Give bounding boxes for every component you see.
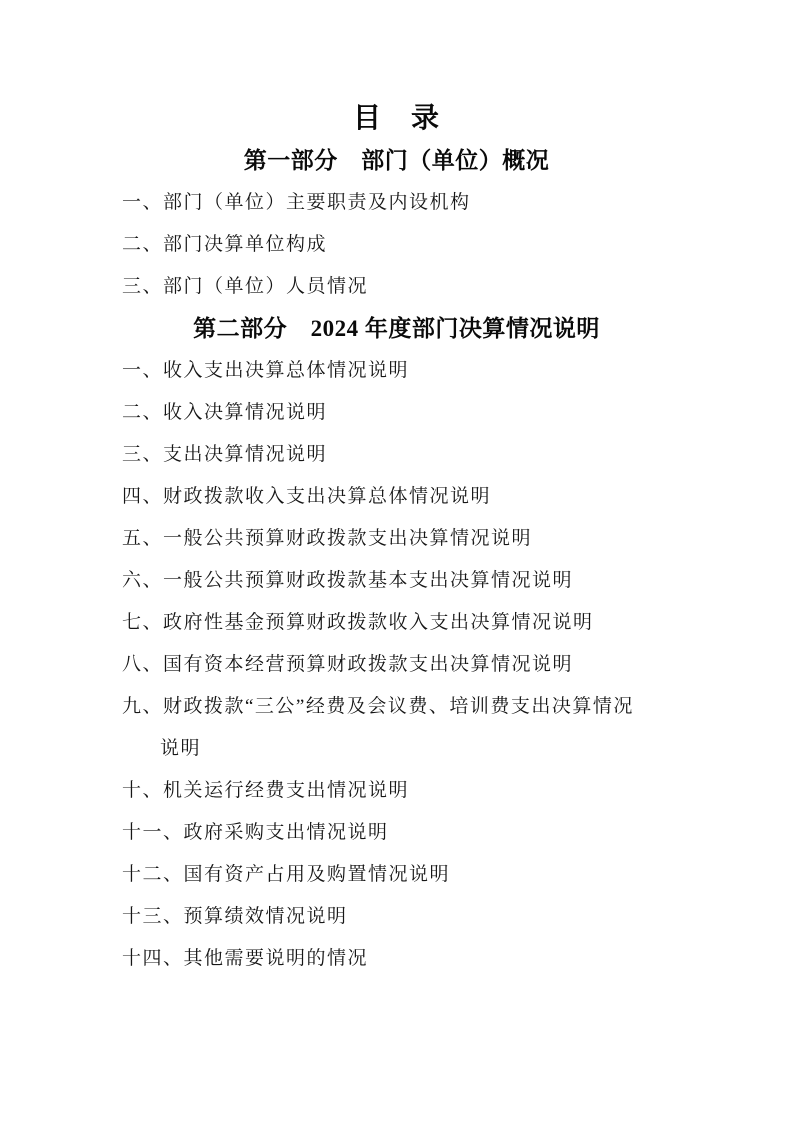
part2-heading: 第二部分 2024 年度部门决算情况说明 [193, 316, 600, 341]
toc-item-part1-2: 二、部门决算单位构成 [122, 234, 328, 255]
toc-item-part2-10: 十、机关运行经费支出情况说明 [122, 780, 410, 801]
toc-item-part2-1: 一、收入支出决算总体情况说明 [122, 360, 410, 381]
toc-item-part2-2: 二、收入决算情况说明 [122, 402, 328, 423]
toc-item-part2-5: 五、一般公共预算财政拨款支出决算情况说明 [122, 528, 533, 549]
toc-item-part2-9: 九、财政拨款“三公”经费及会议费、培训费支出决算情况 [122, 696, 634, 717]
toc-item-part2-9-continuation: 说明 [160, 738, 202, 759]
toc-item-part2-12: 十二、国有资产占用及购置情况说明 [122, 864, 451, 885]
toc-item-part1-1: 一、部门（单位）主要职责及内设机构 [122, 192, 471, 213]
toc-item-part2-7: 七、政府性基金预算财政拨款收入支出决算情况说明 [122, 612, 594, 633]
toc-item-part2-6: 六、一般公共预算财政拨款基本支出决算情况说明 [122, 570, 574, 591]
toc-item-part2-14: 十四、其他需要说明的情况 [122, 948, 369, 969]
toc-item-part2-4: 四、财政拨款收入支出决算总体情况说明 [122, 486, 492, 507]
toc-title: 目 录 [352, 103, 440, 134]
toc-item-part2-8: 八、国有资本经营预算财政拨款支出决算情况说明 [122, 654, 574, 675]
toc-item-part2-13: 十三、预算绩效情况说明 [122, 906, 348, 927]
toc-item-part2-3: 三、支出决算情况说明 [122, 444, 328, 465]
toc-item-part1-3: 三、部门（单位）人员情况 [122, 276, 369, 297]
part1-heading: 第一部分 部门（单位）概况 [243, 148, 550, 173]
toc-item-part2-11: 十一、政府采购支出情况说明 [122, 822, 389, 843]
